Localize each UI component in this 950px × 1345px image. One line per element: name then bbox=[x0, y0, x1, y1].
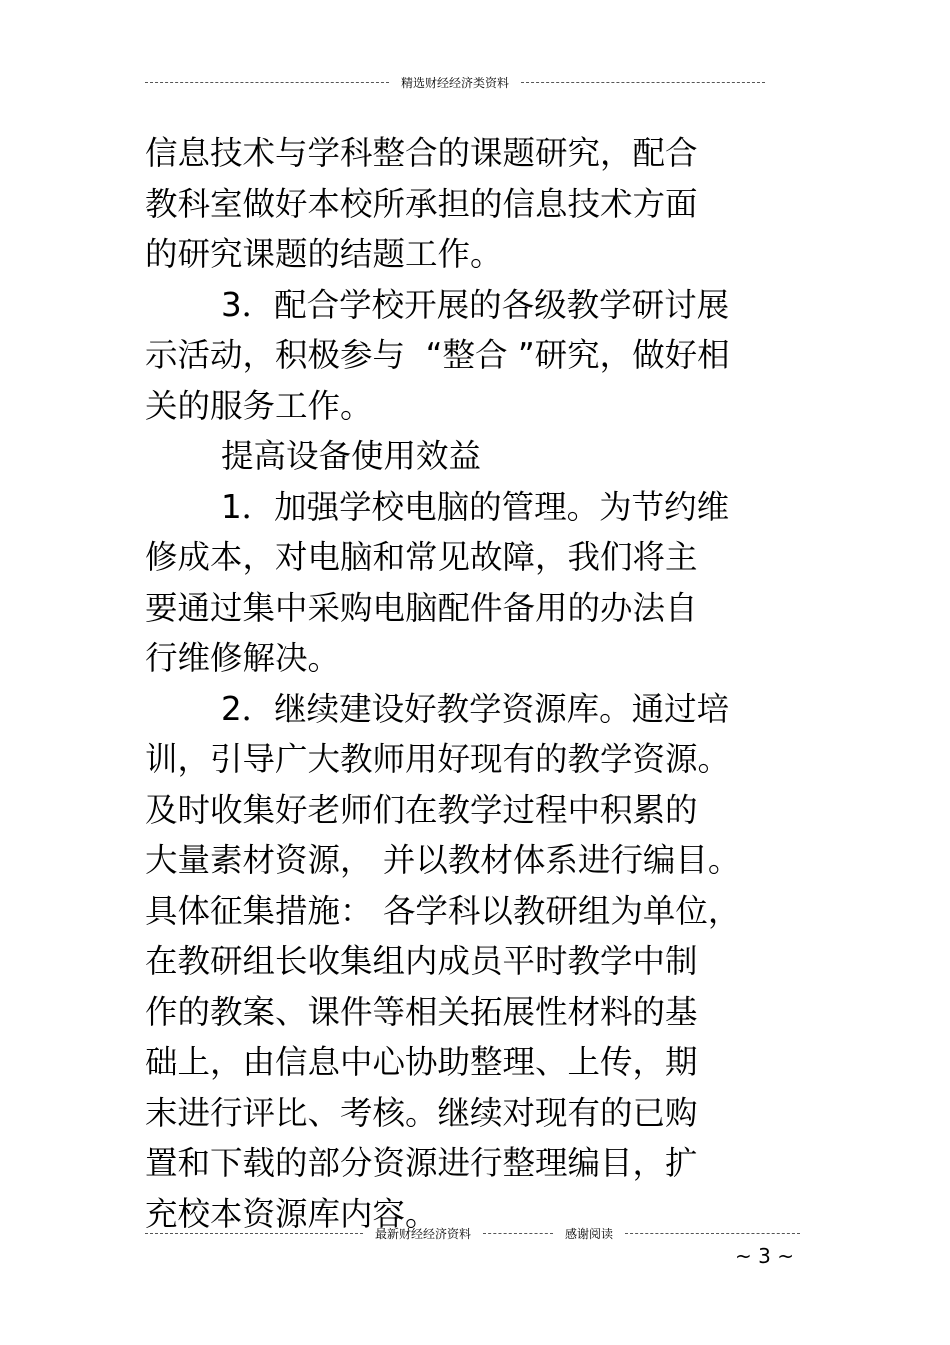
text-line: 的研究课题的结题工作。 bbox=[145, 235, 503, 273]
footer-rule-right bbox=[625, 1233, 800, 1234]
footer-right-text: 感谢阅读 bbox=[565, 1226, 614, 1241]
footer-left-text: 最新财经经济资料 bbox=[375, 1226, 472, 1241]
text-line: 修成本，对电脑和常见故障，我们将主 bbox=[145, 538, 698, 576]
page-footer bbox=[145, 1223, 800, 1243]
text-line: 末进行评比、考核。继续对现有的已购 bbox=[145, 1093, 698, 1132]
text-line: 在教研组长收集组内成员平时教学中制 bbox=[145, 942, 698, 980]
page-number: ~ 3 ~ bbox=[735, 1244, 794, 1268]
text-line: 行维修解决。 bbox=[145, 639, 341, 677]
text-line: 具体征集措施： 各学科以教研组为单位， bbox=[145, 891, 741, 930]
text-line: 充校本资源库内容。 bbox=[145, 1194, 438, 1233]
text-line: 要通过集中采购电脑配件备用的办法自 bbox=[145, 588, 698, 627]
text-line: 置和下载的部分资源进行整理编目，扩 bbox=[145, 1144, 698, 1182]
text-line: 2．继续建设好教学资源库。通过培 bbox=[221, 689, 730, 728]
section-heading: 提高设备使用效益 bbox=[221, 437, 482, 475]
text-line: 1．加强学校电脑的管理。为节约维 bbox=[221, 487, 730, 526]
header-rule-right bbox=[521, 82, 765, 83]
text-line: 训，引导广大教师用好现有的教学资源。 bbox=[145, 740, 731, 778]
text-line: 3．配合学校开展的各级教学研讨展 bbox=[221, 285, 730, 324]
header-rule-left bbox=[145, 82, 389, 83]
text-line: 础上，由信息中心协助整理、上传，期 bbox=[145, 1043, 698, 1081]
footer-rule-left bbox=[145, 1233, 363, 1234]
footer-rule-middle bbox=[483, 1233, 553, 1234]
text-line: 示活动，积极参与 “整合 ”研究，做好相 bbox=[145, 336, 730, 374]
text-line: 及时收集好老师们在教学过程中积累的 bbox=[145, 790, 698, 829]
header-title: 精选财经经济类资料 bbox=[401, 75, 510, 90]
text-line: 大量素材资源， 并以教材体系进行编目。 bbox=[145, 841, 741, 879]
text-line: 教科室做好本校所承担的信息技术方面 bbox=[145, 184, 698, 223]
page-header bbox=[145, 72, 765, 92]
document-body bbox=[145, 128, 795, 1239]
text-line: 作的教案、课件等相关拓展性材料的基 bbox=[145, 992, 698, 1031]
text-line: 信息技术与学科整合的课题研究，配合 bbox=[145, 134, 698, 172]
text-line: 关的服务工作。 bbox=[145, 386, 373, 425]
